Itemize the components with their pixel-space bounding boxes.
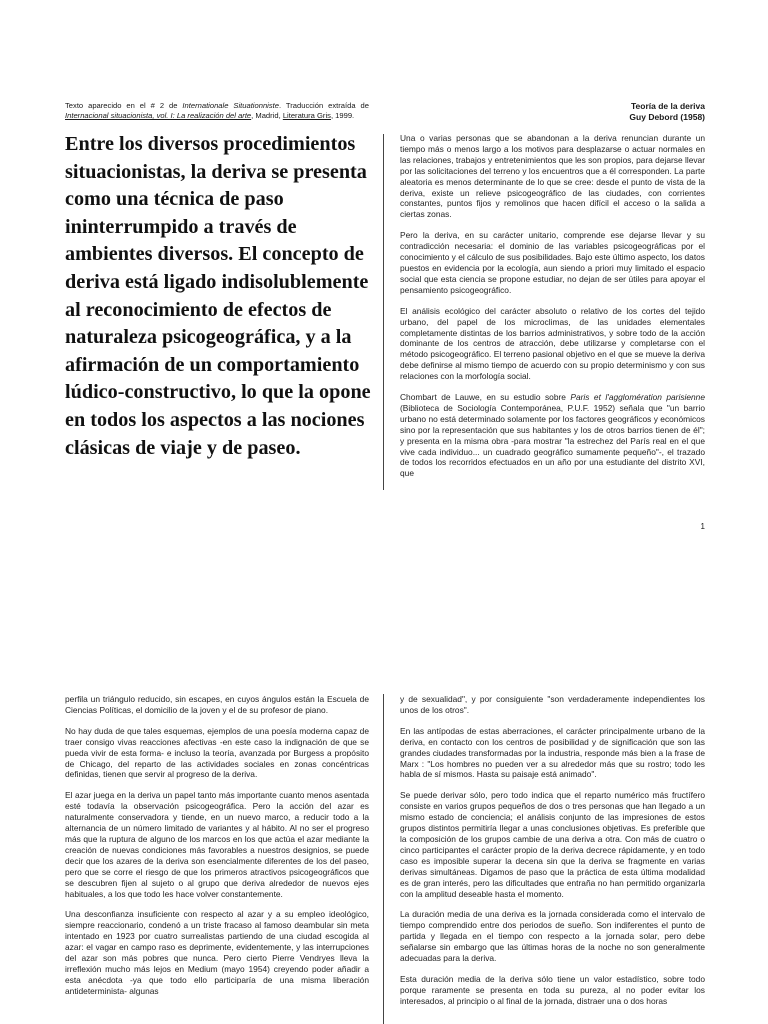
source-year: , 1999.: [330, 111, 355, 120]
document-title: Teoría de la deriva: [630, 101, 705, 111]
paragraph: El azar juega en la deriva un papel tanto más importante cuanto menos asentada esté todavía la observación psicogeográfica. Pero la acción del azar es naturalmente conservadora y tiende, en un nuevo marco, a reducir todo a la alternancia de un número limitado de variantes y al hábito. Al no ser el progreso más que la ruptura de alguno de los marcos en los que actúa el azar mediante la creación de nuevas condiciones más favorables a nuestros designios, se puede decir que los azares de la deriva son esencialmente diferentes de los del paseo, pero que se corre el riesgo de que los primeros atractivos psicogeográficos que se descubren fijen al sujeto o al grupo que deriva alrededor de nuevos ejes habituales, a los que todo les hace volver constantemente.: [65, 790, 369, 899]
page-number: 1: [700, 522, 705, 531]
document-author: Guy Debord (1958): [629, 112, 705, 122]
column-divider: [383, 694, 384, 1024]
text-span: (Biblioteca de Sociología Contemporánea, P.U.F. 1952) señala que "un barrio urbano no está determinado solamente por los factores geográficos y económicos sino por la representación que sus habitantes y los de otros barrios tienen de él"; y presenta en la misma obra -para mostrar "la estrechez del París real en el que vive cada individuo... un cuadrado geográfico sumamente pequeño"-, el trazado de todos los recorridos efectuados en un año por una estudiante del distrito XVI, que: [400, 402, 705, 479]
paragraph: Pero la deriva, en su carácter unitario, comprende ese dejarse llevar y su contradicción necesaria: el dominio de las variables psicogeográficas por el conocimiento y el cálculo de sus posibilidades. Bajo este último aspecto, los datos puestos en evidencia por la ecología, aun siendo a priori muy limitado el espacio social que esta ciencia se propone estudiar, no dejan de ser útiles para apoyar el pensamiento psicogeográfico.: [400, 230, 705, 295]
paragraph: Una desconfianza insuficiente con respecto al azar y a su empleo ideológico, siempre reaccionario, condenó a un triste fracaso al famoso deambular sin meta intentado en 1923 por cuatro surrealistas partiendo de una ciudad escogida al azar: el vagar en campo raso es deprimente, evidentemente, y las interrupciones del azar son más pobres que nunca. Pero cierto Pierre Vendryes lleva la irreflexión mucho más lejos en Medium (mayo 1954) creyendo poder añadir a esta anécdota -ya que todo ello participaría de una misma liberación antideterminista- algunas: [65, 909, 369, 996]
text-span: Chombart de Lauwe, en su estudio sobre: [400, 392, 571, 403]
source-prefix: Texto aparecido en el # 2 de: [65, 101, 183, 110]
paragraph: No hay duda de que tales esquemas, ejemplos de una poesía moderna capaz de traer consigo vivas reacciones afectivas -en este caso la indignación de que se pueda vivir de esta forma- e incluso la teoría, avanzada por Burgess a propósito de Chicago, del reparto de las actividades sociales en zonas concéntricas definidas, tienen que servir al progreso de la deriva.: [65, 725, 369, 780]
paragraph: [400, 392, 705, 479]
paragraph: y de sexualidad", y por consiguiente "son verdaderamente independientes los unos de los otros".: [400, 694, 705, 715]
column-divider: [383, 134, 384, 490]
page-2-right-column: [400, 694, 705, 1017]
page-gap: [0, 562, 768, 690]
page-2-left-column: [65, 694, 369, 1007]
source-mid: . Traducción extraída de: [278, 101, 369, 110]
paragraph: El análisis ecológico del carácter absoluto o relativo de los cortes del tejido urbano, del papel de los microclimas, de las unidades elementales completamente distintas de los barrios administrativos, y sobre todo de la acción dominante de los centros de atracción, debe utilizarse y completarse con el método psicogeográfico. El terreno pasional objetivo en el que se mueve la deriva debe definirse al mismo tiempo de acuerdo con su propio determinismo y con sus relaciones con la morfología social.: [400, 305, 705, 382]
title-block: [470, 101, 705, 123]
source-sep: , Madrid,: [251, 111, 283, 120]
source-note: [65, 101, 369, 121]
paragraph: Una o varias personas que se abandonan a la deriva renuncian durante un tiempo más o menos largo a los motivos para desplazarse o actuar normales en las relaciones, trabajos y entretenimientos que les son propios, para dejarse llevar por las solicitaciones del terreno y los encuentros que a él corresponden. La parte aleatoria es menos determinante de lo que se cree: desde el punto de vista de la deriva, existe un relieve psicogeográfico de las ciudades, con corrientes constantes, puntos fijos y remolinos que hacen difícil el acceso o la salida a ciertas zonas.: [400, 133, 705, 220]
book-title-italic: Paris et l'agglomération parisienne: [570, 392, 705, 403]
page-1-right-column: [400, 133, 705, 489]
source-publisher-link[interactable]: Literatura Gris: [282, 111, 331, 120]
paragraph: En las antípodas de estas aberraciones, el carácter principalmente urbano de la deriva, en contacto con los centros de posibilidad y de significación que son las grandes ciudades transformadas por la industria, responde más bien a la frase de Marx : "Los hombres no pueden ver a su alrededor más que su rostro; todo les habla de sí mismos. Hasta su paisaje está animado".: [400, 725, 705, 780]
paragraph: La duración media de una deriva es la jornada considerada como el intervalo de tiempo comprendido entre dos periodos de sueño. Son indiferentes el punto de partida y llegada en el tiempo con respecto a la jornada solar, pero debe señalarse sin embargo que las últimas horas de la noche no son generalmente adecuadas para la deriva.: [400, 909, 705, 964]
paragraph: Esta duración media de la deriva sólo tiene un valor estadístico, sobre todo porque raramente se presenta en toda su pureza, al no poder evitar los interesados, al principio o al final de la jornada, distraer una o dos horas: [400, 973, 705, 1006]
source-book-link[interactable]: Internacional situacionista, vol. I: La realización del arte: [65, 111, 252, 120]
source-journal: Internationale Situationniste: [182, 101, 279, 110]
pull-quote: Entre los diversos procedimientos situacionistas, la deriva se presenta como una técnica de paso ininterrumpido a través de ambientes diversos. El concepto de deriva está ligado indisolublemente al reconocimiento de efectos de naturaleza psicogeográfica, y a la afirmación de un comportamiento lúdico-constructivo, lo que la opone en todos los aspectos a las nociones clásicas de viaje y de paseo.: [65, 133, 371, 459]
paragraph: perfila un triángulo reducido, sin escapes, en cuyos ángulos están la Escuela de Ciencias Políticas, el domicilio de la joven y el de su profesor de piano.: [65, 694, 369, 715]
paragraph: Se puede derivar sólo, pero todo indica que el reparto numérico más fructífero consiste en varios grupos pequeños de dos o tres personas que han llegado a un mismo estado de conciencia; el análisis conjunto de las impresiones de estos grupos distintos permitiría llegar a unas conclusiones objetivas. Es preferible que la composición de los grupos cambie de una deriva a otra. Con más de cuatro o cinco participantes el carácter propio de la deriva decrece rápidamente, y en todo caso es imposible superar la decena sin que la deriva se fragmente en varias derivas simultáneas. Digamos de paso que la práctica de esta última modalidad es de gran interés, pero las dificultades que entraña no han permitido organizarla con la amplitud deseable hasta el momento.: [400, 790, 705, 899]
